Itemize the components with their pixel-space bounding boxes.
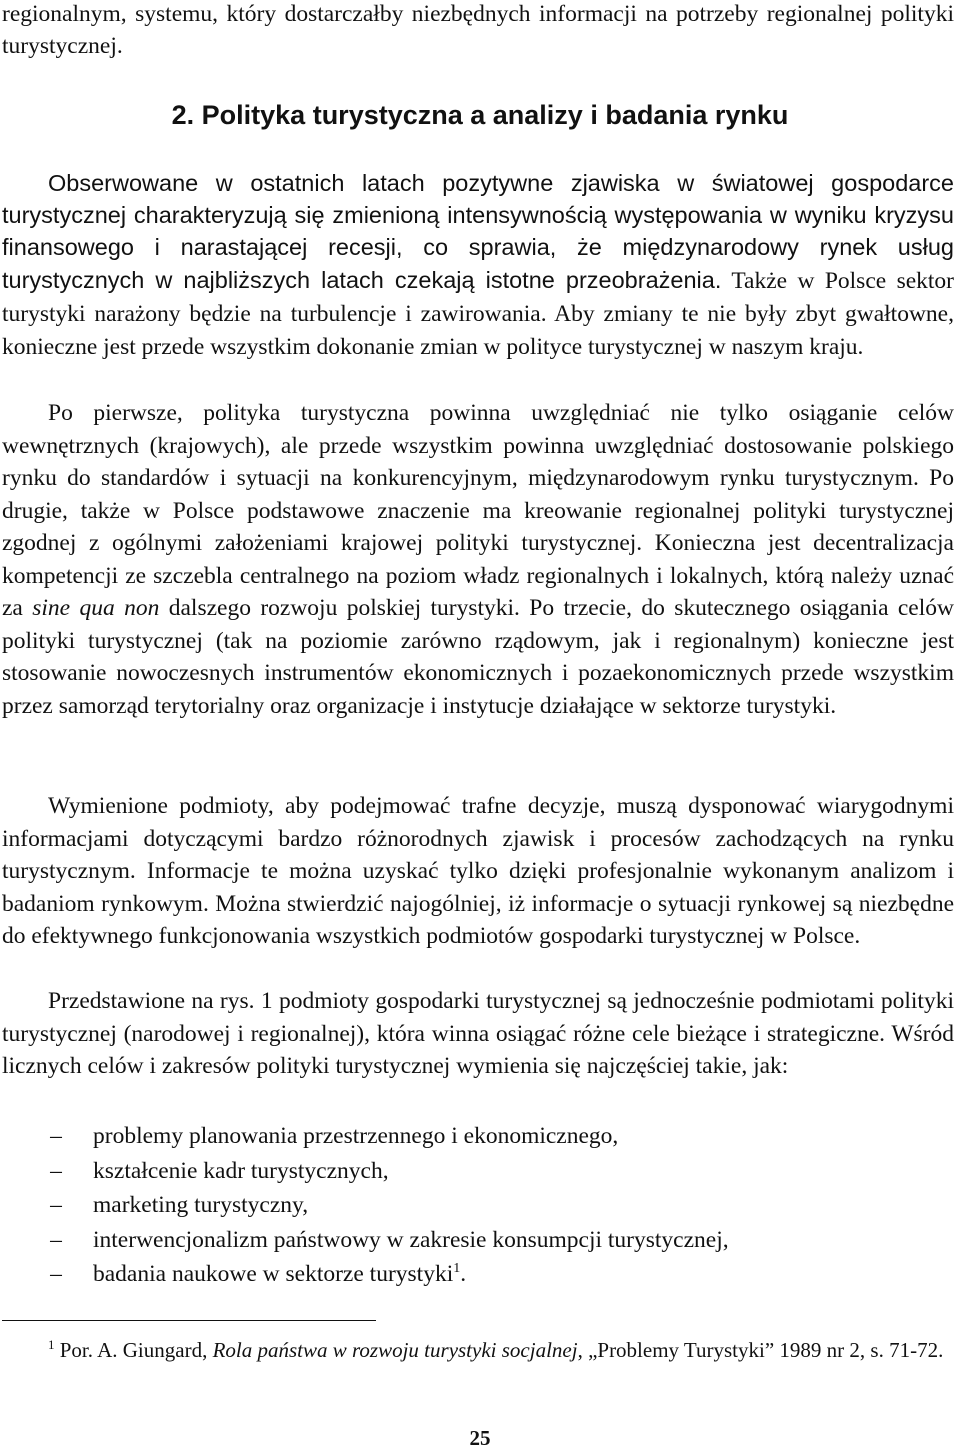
paragraph-2 (2, 397, 954, 722)
list-item (2, 1223, 942, 1258)
paragraph-text: regionalnym, systemu, który dostarczałby niezbędnych informacji na potrzeby regionalnej polityki turystycznej. (2, 1, 954, 60)
list-item-tail: . (460, 1261, 467, 1288)
footnote (2, 1335, 954, 1365)
dash-bullet: – (50, 1192, 62, 1219)
footnote-marker: 1 (48, 1337, 55, 1352)
footnote-separator (2, 1320, 376, 1321)
list-item-text: problemy planowania przestrzennego i ekonomicznego, (93, 1123, 619, 1149)
footnote-text: Por. A. Giungard, (59, 1338, 213, 1362)
section-number: 2. (171, 100, 195, 130)
list-item (2, 1257, 942, 1292)
policy-goals-list (2, 1119, 942, 1292)
section-title: Polityka turystyczna a analizy i badania rynku (201, 100, 789, 130)
list-item-text: badania naukowe w sektorze turystyki (93, 1261, 454, 1288)
list-item-text: kształcenie kadr turystycznych, (93, 1157, 389, 1184)
page-number: 25 (469, 1426, 491, 1450)
list-item (2, 1119, 942, 1154)
latin-phrase: sine qua non (32, 595, 160, 622)
paragraph-text: Po pierwsze, polityka turystyczna powinna uwzględniać nie tylko osiąganie celów wewnętrznych (krajowych), ale przede wszystkim powinna uwzględniać dostosowanie polskiego rynku do standardów i sytuacji na konkurencyjnym, międzynarodowym rynku turystycznym. Po drugie, także w Polsce podstawowe znaczenie ma kreowanie regionalnej polityki turystycznej zgodnej z ogólnymi założeniami krajowej polityki turystycznej. Konieczna jest decentralizacja kompetencji ze szczebla centralnego na poziom władz regionalnych i lokalnych, którą należy uznać za (2, 400, 954, 622)
dash-bullet: – (50, 1157, 62, 1184)
list-item (2, 1154, 942, 1189)
dash-bullet: – (50, 1226, 62, 1253)
paragraph-text: dalszego rozwoju polskiej turystyki. Po trzecie, do skutecznego osiągania celów polityki turystycznej (tak na poziomie zarówno rządowym, jak i regionalnym) konieczne jest stosowanie nowoczesnych instrumentów ekonomicznych i pozaekonomicznych przede wszystkim przez samorząd terytorialny oraz organizacje i instytucje działające w sektorze turystyki. (2, 595, 954, 719)
dash-bullet: – (50, 1261, 62, 1288)
section-heading (0, 98, 960, 132)
paragraph-text: Wymienione podmioty, aby podejmować trafne decyzje, muszą dysponować wiarygodnymi informacjami dotyczącymi bardzo różnorodnych zjawisk i procesów zachodzących na rynku turystycznym. Informacje te można uzyskać tylko dzięki profesjonalnie wykonanym analizom i badaniom rynkowym. Można stwierdzić najogólniej, iż informacje o sytuacji rynkowej są niezbędne do efektywnego funkcjonowania wszystkich podmiotów gospodarki turystycznej w Polsce. (2, 793, 954, 950)
list-item-text: marketing turystyczny, (93, 1192, 309, 1219)
paragraph-continuation (2, 0, 954, 63)
list-item (2, 1188, 942, 1223)
footnote-cited-title: Rola państwa w rozwoju turystyki socjalnej (212, 1338, 578, 1362)
paragraph-4 (2, 985, 954, 1083)
paragraph-1 (2, 167, 954, 363)
paragraph-text: Także w Polsce sektor turystyki narażony będzie na turbulencje i zawirowania. Aby zmiany te nie były zbyt gwałtowne, konieczne jest przede wszystkim dokonanie zmian w polityce turystycznej w naszym kraju. (2, 267, 955, 361)
paragraph-3 (2, 790, 954, 953)
list-item-text: interwencjonalizm państwowy w zakresie konsumpcji turystycznej, (93, 1226, 729, 1253)
footnote-text: , „Problemy Turystyki” 1989 nr 2, s. 71-72. (577, 1338, 944, 1362)
paragraph-text: Obserwowane w ostatnich latach pozytywne zjawiska w światowej gospodarce turystycznej charakteryzują się zmienioną intensywnością występowania w wyniku kryzysu finansowego i narastającej recesji, co sprawia, że międzynarodowy rynek usług turystycznych w najbliższych latach czekają istotne przeobrażenia. (2, 170, 954, 293)
paragraph-text: Przedstawione na rys. 1 podmioty gospodarki turystycznej są jednocześnie podmiotami polityki turystycznej (narodowej i regionalnej), która winna osiągać różne cele bieżące i strategiczne. Wśród licznych celów i zakresów polityki turystycznej wymienia się najczęściej takie, jak: (2, 988, 954, 1079)
dash-bullet: – (50, 1123, 62, 1149)
footnote-reference[interactable]: 1 (453, 1261, 461, 1277)
